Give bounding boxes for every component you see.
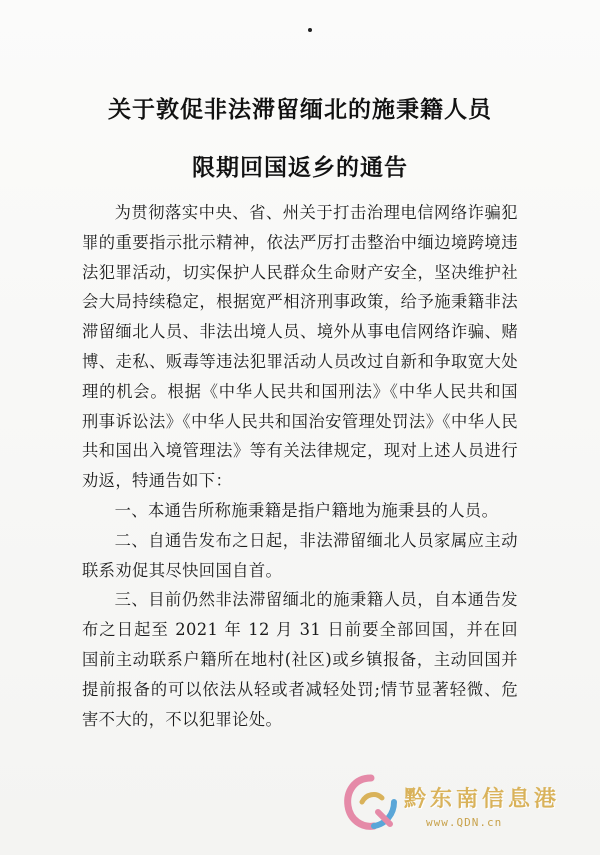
site-watermark [340, 770, 570, 840]
document-body [82, 198, 518, 734]
watermark-site-name: 黔东南信息港 [404, 787, 561, 812]
top-dot-mark [308, 28, 312, 32]
watermark-site-url: www.QDN.cn [426, 816, 503, 829]
clause-1-paragraph: 一、本通告所称施秉籍是指户籍地为施秉县的人员。 [114, 500, 499, 520]
document-title-line2: 限期回国返乡的通告 [192, 155, 408, 181]
intro-paragraph: 为贯彻落实中央、省、州关于打击治理电信网络诈骗犯罪的重要指示批示精神，依法严厉打击整治中缅边境跨境违法犯罪活动，切实保护人民群众生命财产安全，坚决维护社会大局持续稳定，根据宽严相济刑事政策，给予施秉籍非法滞留缅北人员、非法出境人员、境外从事电信网络诈骗、赌博、走私、贩毒等违法犯罪活动人员改过自新和争取宽大处理的机会。根据《中华人民共和国刑法》《中华人民共和国刑事诉讼法》《中华人民共和国治安管理处罚法》《中华人民共和国出入境管理法》等有关法律规定，现对上述人员进行劝返，特通告如下： [82, 203, 518, 491]
clause-2-paragraph: 二、自通告发布之日起，非法滞留缅北人员家属应主动联系劝促其尽快回国自首。 [82, 530, 518, 580]
qdn-logo-icon [340, 772, 402, 834]
document-title-line1: 关于敦促非法滞留缅北的施秉籍人员 [108, 97, 492, 123]
clause-3-paragraph: 三、目前仍然非法滞留缅北的施秉籍人员，自本通告发布之日起至 2021 年 12 月 31 日前要全部回国，并在回国前主动联系户籍所在地村(社区)或乡镇报备，主动回国并提前报备的可以依法从轻或者减轻处罚;情节显著轻微、危害不大的，不以犯罪论处。 [82, 590, 518, 729]
